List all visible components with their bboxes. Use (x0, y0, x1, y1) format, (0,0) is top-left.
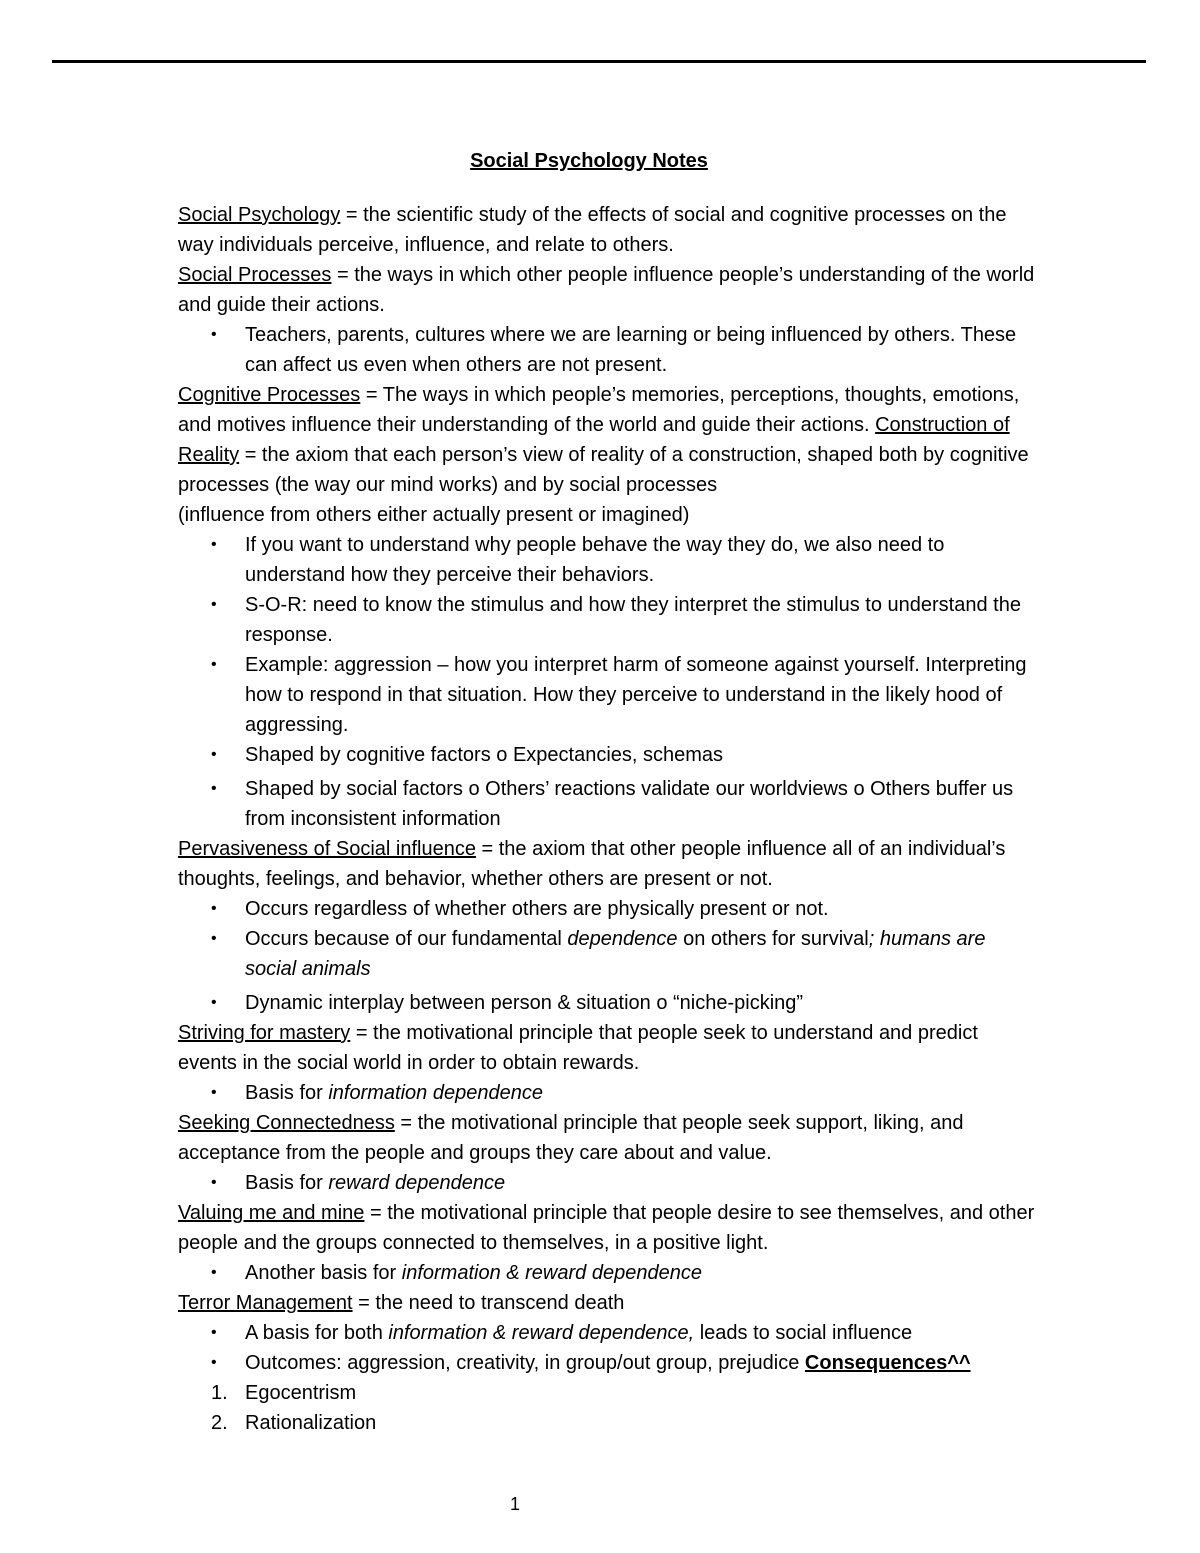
page-number: 1 (509, 1494, 520, 1514)
list-item: • Shaped by social factors o Others’ reactions validate our worldviews o Others buffer us from inconsistent information (178, 774, 1038, 834)
list-item: • Basis for information dependence (178, 1078, 1038, 1108)
term-striving-for-mastery: Striving for mastery (178, 1022, 351, 1044)
list-item: • Basis for reward dependence (178, 1168, 1038, 1198)
list-item: 2. Rationalization (211, 1412, 377, 1434)
list-item: • If you want to understand why people behave the way they do, we also need to understand how they perceive their behaviors. (178, 530, 1038, 590)
term-terror-management: Terror Management (178, 1292, 353, 1314)
list-item: • Shaped by cognitive factors o Expectancies, schemas (178, 740, 1038, 770)
consequences-heading: Consequences^^ (804, 1352, 971, 1374)
list-item: • Example: aggression – how you interpret harm of someone against yourself. Interpreting how to respond in that situation. How they perceive to understand in the likely hood of aggressing. (178, 650, 1038, 740)
consequences-list (178, 1378, 1038, 1438)
term-cognitive-processes: Cognitive Processes (178, 384, 361, 406)
list-item: 1. Egocentrism (211, 1382, 357, 1404)
definition-striving-for-mastery: Striving for mastery = the motivational principle that people seek to understand and predict events in the social world in order to obtain rewards. (178, 1022, 978, 1074)
page-title: Social Psychology Notes (470, 150, 708, 172)
list-item: • Occurs because of our fundamental dependence on others for survival; humans are social animals (178, 924, 1038, 984)
bullet-icon: • (211, 536, 217, 553)
bullet-icon: • (211, 994, 217, 1011)
connectedness-bullets (178, 1168, 1038, 1198)
terror-bullets (178, 1318, 1038, 1378)
term-social-processes: Social Processes (178, 264, 332, 286)
striving-bullets (178, 1078, 1038, 1108)
list-item: • S-O-R: need to know the stimulus and how they interpret the stimulus to understand the response. (178, 590, 1038, 650)
definition-social-processes: Social Processes = the ways in which other people influence people’s understanding of the world and guide their actions. (178, 264, 1035, 316)
term-pervasiveness: Pervasiveness of Social influence (178, 838, 476, 860)
pervasiveness-bullets (178, 894, 1038, 1018)
bullet-icon: • (211, 746, 217, 763)
top-horizontal-rule (52, 60, 1146, 63)
bullet-icon: • (211, 1264, 217, 1281)
valuing-bullets (178, 1258, 1038, 1288)
document-body (178, 146, 1038, 1438)
definition-cognitive-processes: Cognitive Processes = The ways in which people’s memories, perceptions, thoughts, emotions, and motives influence their understanding of the world and guide their actions. Construction of Reality = the axiom that each person’s view of reality of a construction, shaped both by cognitive processes (the way our mind works) and by social processes (178, 384, 1029, 496)
bullet-icon: • (211, 1084, 217, 1101)
definition-terror-management: Terror Management = the need to transcend death (178, 1292, 625, 1314)
definition-social-psychology: Social Psychology = the scientific study of the effects of social and cognitive processes on the way individuals perceive, influence, and relate to others. (178, 204, 1007, 256)
bullet-icon: • (211, 596, 217, 613)
definition-seeking-connectedness: Seeking Connectedness = the motivational principle that people seek support, liking, and acceptance from the people and groups they care about and value. (178, 1112, 964, 1164)
term-seeking-connectedness: Seeking Connectedness (178, 1112, 395, 1134)
list-item: • Outcomes: aggression, creativity, in group/out group, prejudice Consequences^^ (178, 1348, 1038, 1378)
list-item: • Occurs regardless of whether others are physically present or not. (178, 894, 1038, 924)
list-item: • Dynamic interplay between person & situation o “niche-picking” (178, 988, 1038, 1018)
bullet-icon: • (211, 900, 217, 917)
bullet-icon: • (211, 326, 217, 343)
cognitive-processes-bullets (178, 530, 1038, 834)
social-processes-bullets (178, 320, 1038, 380)
definition-valuing-me-and-mine: Valuing me and mine = the motivational principle that people desire to see themselves, and other people and the groups connected to themselves, in a positive light. (178, 1202, 1035, 1254)
bullet-icon: • (211, 780, 217, 797)
term-construction-of-reality: Construction of Reality (178, 414, 1010, 466)
bullet-icon: • (211, 1354, 217, 1371)
term-valuing-me-and-mine: Valuing me and mine (178, 1202, 365, 1224)
term-social-psychology: Social Psychology (178, 204, 341, 226)
definition-pervasiveness: Pervasiveness of Social influence = the axiom that other people influence all of an individual’s thoughts, feelings, and behavior, whether others are present or not. (178, 838, 1006, 890)
list-item: • Another basis for information & reward dependence (178, 1258, 1038, 1288)
bullet-icon: • (211, 1174, 217, 1191)
bullet-icon: • (211, 930, 217, 947)
construction-note: (influence from others either actually present or imagined) (178, 504, 690, 526)
bullet-icon: • (211, 1324, 217, 1341)
list-item: • A basis for both information & reward dependence, leads to social influence (178, 1318, 1038, 1348)
bullet-icon: • (211, 656, 217, 673)
list-item: • Teachers, parents, cultures where we are learning or being influenced by others. These can affect us even when others are not present. (178, 320, 1038, 380)
